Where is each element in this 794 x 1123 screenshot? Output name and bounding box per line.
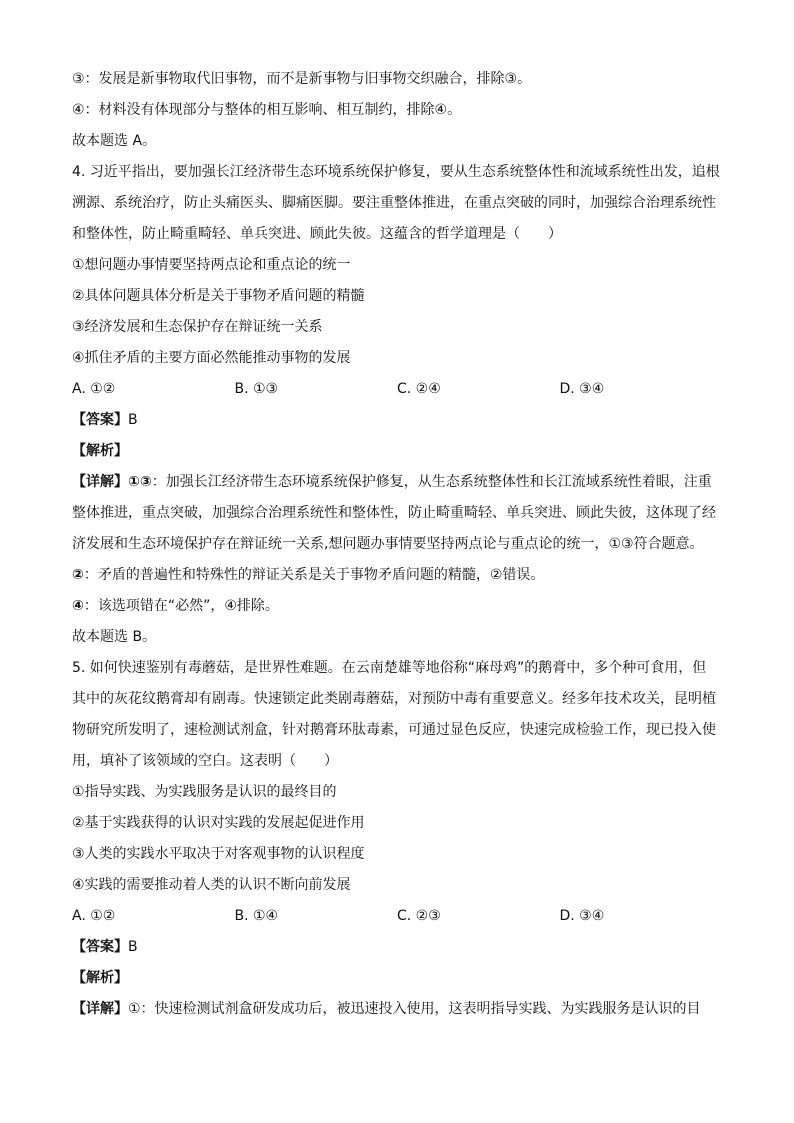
detail-line bbox=[72, 467, 722, 498]
detail-text: ：加强长江经济带生态环境系统保护修复，从生态系统整体性和长江流域系统性着眼，注重 bbox=[151, 474, 712, 490]
detail-line bbox=[72, 560, 722, 591]
option-c: C. ②③ bbox=[397, 908, 441, 924]
statement-4: ④抓住矛盾的主要方面必然能推动事物的发展 bbox=[72, 350, 351, 366]
document-content bbox=[72, 64, 722, 1025]
detail-tag: 【详解】 bbox=[72, 1001, 128, 1017]
statement-3: ③经济发展和生态保护存在辩证统一关系 bbox=[72, 319, 323, 335]
question-stem-line: 溯源、系统治疗，防止头痛医头、脚痛医脚。要注重整体推进，在重点突破的同时，加强综合治理系统性 bbox=[72, 195, 716, 211]
question-5 bbox=[72, 653, 722, 1025]
question-stem-line: 用，填补了该领域的空白。这表明（ ） bbox=[72, 753, 338, 769]
detail-text: ①：快速检测试剂盒研发成功后，被迅速投入使用，这表明指导实践、为实践服务是认识的目 bbox=[128, 1001, 701, 1017]
statement-2: ②具体问题具体分析是关于事物矛盾问题的精髓 bbox=[72, 288, 365, 304]
conclusion-line: 故本题选 B。 bbox=[72, 629, 157, 645]
detail-line bbox=[72, 994, 722, 1025]
answer-tag: 【答案】 bbox=[72, 412, 128, 428]
question-stem-line: 和整体性，防止畸重畸轻、单兵突进、顾此失彼。这蕴含的哲学道理是（ ） bbox=[72, 226, 562, 242]
question-stem-line: 5. 如何快速鉴别有毒蘑菇，是世界性难题。在云南楚雄等地俗称“麻母鸡”的鹅膏中，多个种可食用，但 bbox=[72, 660, 707, 676]
option-b: B. ①④ bbox=[234, 908, 279, 924]
statement-2: ②基于实践获得的认识对实践的发展起促进作用 bbox=[72, 815, 365, 831]
detail-lead: ② bbox=[72, 567, 84, 583]
detail-text: ：该选项错在“必然”，④排除。 bbox=[83, 598, 279, 614]
question-4 bbox=[72, 157, 722, 653]
question-stem-line: 物研究所发明了，速检测试剂盒，针对鹅膏环肽毒素，可通过显色反应，快速完成检验工作，现已投入使 bbox=[72, 722, 716, 738]
text-line: 故本题选 A。 bbox=[72, 133, 157, 149]
option-a: A. ①② bbox=[72, 908, 116, 924]
answer-value: B bbox=[128, 412, 138, 428]
statement-1: ①指导实践、为实践服务是认识的最终目的 bbox=[72, 784, 337, 800]
option-d: D. ③④ bbox=[559, 908, 605, 924]
detail-line bbox=[72, 591, 722, 622]
option-d: D. ③④ bbox=[559, 381, 605, 397]
detail-lead: ④ bbox=[72, 598, 84, 614]
detail-lead: ①③ bbox=[128, 474, 152, 490]
analysis-tag: 【解析】 bbox=[72, 443, 128, 459]
answer-tag: 【答案】 bbox=[72, 939, 128, 955]
answer-line bbox=[72, 932, 722, 963]
detail-text: ：矛盾的普遍性和特殊性的辩证关系是关于事物矛盾问题的精髓，②错误。 bbox=[83, 567, 545, 583]
option-a: A. ①② bbox=[72, 381, 116, 397]
text-line: ③：发展是新事物取代旧事物，而不是新事物与旧事物交织融合，排除③。 bbox=[72, 71, 532, 87]
question-stem-line: 其中的灰花纹鹅膏却有剧毒。快速锁定此类剧毒蘑菇，对预防中毒有重要意义。经多年技术攻关，昆明植 bbox=[72, 691, 716, 707]
text-line: ④：材料没有体现部分与整体的相互影响、相互制约，排除④。 bbox=[72, 102, 462, 118]
detail-tag: 【详解】 bbox=[72, 474, 128, 490]
analysis-tag: 【解析】 bbox=[72, 970, 128, 986]
answer-options bbox=[72, 901, 722, 932]
option-b: B. ①③ bbox=[234, 381, 279, 397]
statement-3: ③人类的实践水平取决于对客观事物的认识程度 bbox=[72, 846, 365, 862]
analysis-tag-line bbox=[72, 436, 722, 467]
analysis-tag-line bbox=[72, 963, 722, 994]
answer-options bbox=[72, 374, 722, 405]
statement-4: ④实践的需要推动着人类的认识不断向前发展 bbox=[72, 877, 351, 893]
detail-line: 整体推进，重点突破，加强综合治理系统性和整体性，防止畸重畸轻、单兵突进、顾此失彼，这体现了经 bbox=[72, 505, 716, 521]
answer-line bbox=[72, 405, 722, 436]
question-stem-line: 4. 习近平指出，要加强长江经济带生态环境系统保护修复，要从生态系统整体性和流域系统性出发，追根 bbox=[72, 164, 720, 180]
detail-line: 济发展和生态环境保护存在辩证统一关系,想问题办事情要坚持两点论与重点论的统一，①③符合题意。 bbox=[72, 536, 704, 552]
answer-value: B bbox=[128, 939, 138, 955]
statement-1: ①想问题办事情要坚持两点论和重点论的统一 bbox=[72, 257, 351, 273]
option-c: C. ②④ bbox=[397, 381, 441, 397]
